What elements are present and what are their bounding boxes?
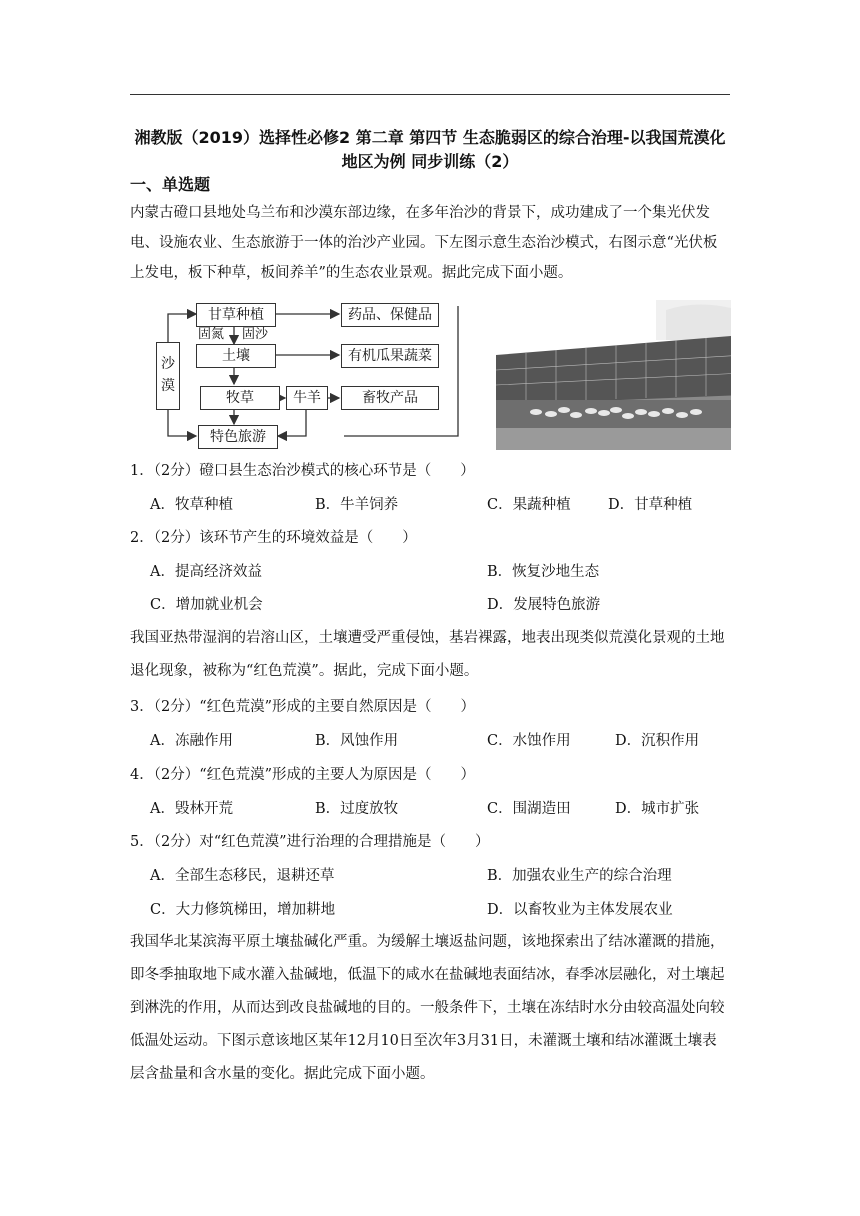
passage-1: 内蒙古磴口县地处乌兰布和沙漠东部边缘，在多年治沙的背景下，成功建成了一个集光伏发电、设施农业、生态旅游于一体的治沙产业园。下左图示意生态治沙模式，右图示意“光伏板上发电，板下种草，板间养羊”的生态农业景观。据此完成下面小题。 bbox=[130, 205, 718, 281]
q5-option-a[interactable]: A．全部生态移民，退耕还草 bbox=[150, 868, 335, 884]
page-title: 湘教版（2019）选择性必修2 第二章 第四节 生态脆弱区的综合治理-以我国荒漠化地区为例 同步训练（2） bbox=[134, 128, 726, 171]
q2-option-b[interactable]: B．恢复沙地生态 bbox=[487, 564, 600, 580]
q3-option-c[interactable]: C．水蚀作用 bbox=[487, 733, 571, 749]
question-5: 5．（2分）对“红色荒漠”进行治理的合理措施是（ ） bbox=[130, 834, 490, 850]
diagram-box-soil: 土壤 bbox=[196, 344, 276, 368]
q4-option-a[interactable]: A．毁林开荒 bbox=[150, 801, 233, 817]
diagram-box-grass: 牧草 bbox=[200, 386, 280, 410]
diagram-label-sand: 固沙 bbox=[242, 327, 269, 342]
eco-sand-control-diagram bbox=[154, 300, 459, 450]
q5-option-b[interactable]: B．加强农业生产的综合治理 bbox=[487, 868, 672, 884]
header-rule bbox=[130, 94, 730, 95]
passage-3: 我国华北某滨海平原土壤盐碱化严重。为缓解土壤返盐问题，该地探索出了结冰灌溉的措施，即冬季抽取地下咸水灌入盐碱地，低温下的咸水在盐碱地表面结冰，春季冰层融化，对土壤起到淋洗的作用，从而达到改良盐碱地的目的。一般条件下，土壤在冻结时水分由较高温处向较低温处运动。下图示意该地区某年12月10日至次年3月31日，未灌溉土壤和结冰灌溉土壤表层含盐量和含水量的变化。据此完成下面小题。 bbox=[130, 934, 725, 1082]
q3-option-a[interactable]: A．冻融作用 bbox=[150, 733, 233, 749]
q4-option-b[interactable]: B．过度放牧 bbox=[315, 801, 399, 817]
q3-option-b[interactable]: B．风蚀作用 bbox=[315, 733, 399, 749]
diagram-box-cattle: 牛羊 bbox=[286, 386, 328, 410]
section-heading: 一、单选题 bbox=[130, 175, 211, 194]
question-3: 3．（2分）“红色荒漠”形成的主要自然原因是（ ） bbox=[130, 699, 476, 715]
q2-option-a[interactable]: A．提高经济效益 bbox=[150, 564, 262, 580]
diagram-box-organic: 有机瓜果蔬菜 bbox=[341, 344, 439, 368]
q3-option-d[interactable]: D．沉积作用 bbox=[615, 733, 700, 749]
q5-option-c[interactable]: C．大力修筑梯田，增加耕地 bbox=[150, 902, 336, 918]
diagram-box-livestock: 畜牧产品 bbox=[341, 386, 439, 410]
question-1: 1．（2分）磴口县生态治沙模式的核心环节是（ ） bbox=[130, 463, 475, 479]
photo-illustration bbox=[496, 300, 731, 450]
passage-2: 我国亚热带湿润的岩溶山区，土壤遭受严重侵蚀，基岩裸露，地表出现类似荒漠化景观的土地退化现象，被称为“红色荒漠”。据此，完成下面小题。 bbox=[130, 630, 725, 679]
diagram-box-desert bbox=[156, 342, 180, 410]
diagram-label-fix: 固氮 bbox=[198, 327, 225, 342]
question-2: 2．（2分）该环节产生的环境效益是（ ） bbox=[130, 530, 417, 546]
question-4: 4．（2分）“红色荒漠”形成的主要人为原因是（ ） bbox=[130, 767, 476, 783]
diagram-label-desert: 沙漠 bbox=[161, 356, 175, 394]
q2-option-c[interactable]: C．增加就业机会 bbox=[150, 597, 263, 613]
q1-option-a[interactable]: A．牧草种植 bbox=[150, 497, 233, 513]
q1-option-d[interactable]: D．甘草种植 bbox=[608, 497, 693, 513]
diagram-box-tourism: 特色旅游 bbox=[198, 425, 278, 449]
solar-sheep-photo bbox=[496, 300, 731, 450]
diagram-box-medicine: 药品、保健品 bbox=[341, 303, 439, 327]
q5-option-d[interactable]: D．以畜牧业为主体发展农业 bbox=[487, 902, 673, 918]
q1-option-c[interactable]: C．果蔬种植 bbox=[487, 497, 571, 513]
q2-option-d[interactable]: D．发展特色旅游 bbox=[487, 597, 601, 613]
q1-option-b[interactable]: B．牛羊饲养 bbox=[315, 497, 399, 513]
diagram-box-licorice: 甘草种植 bbox=[196, 303, 276, 327]
q4-option-d[interactable]: D．城市扩张 bbox=[615, 801, 700, 817]
q4-option-c[interactable]: C．围湖造田 bbox=[487, 801, 571, 817]
